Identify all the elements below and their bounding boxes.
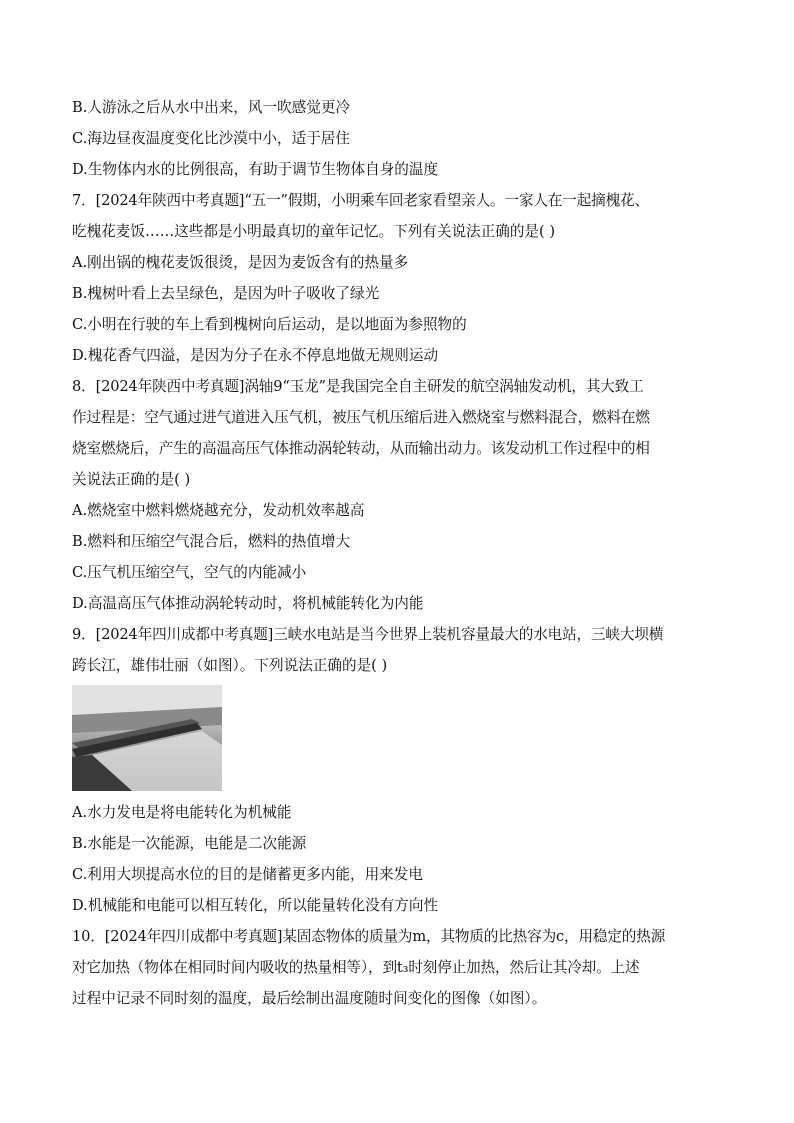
option-c: C.小明在行驶的车上看到槐树向后运动，是以地面为参照物的 — [72, 316, 467, 333]
dam-illustration — [72, 685, 222, 791]
option-b: B.燃料和压缩空气混合后，燃料的热值增大 — [72, 533, 351, 550]
text-line: B.人游泳之后从水中出来，风一吹感觉更冷 — [72, 99, 351, 116]
text-line: 对它加热（物体在相同时间内吸收的热量相等），到t₃时刻停止加热，然后让其冷却。上述 — [72, 959, 640, 976]
text-line: 跨长江，雄伟壮丽（如图）。下列说法正确的是( ) — [72, 657, 388, 674]
option-d: D.高温高压气体推动涡轮转动时，将机械能转化为内能 — [72, 595, 424, 612]
document-page — [72, 92, 722, 1014]
text-line: 关说法正确的是( ) — [72, 471, 191, 488]
option-c: C.压气机压缩空气，空气的内能减小 — [72, 564, 307, 581]
question-9-stem: 9．[2024年四川成都中考真题]三峡水电站是当今世界上装机容量最大的水电站，三峡大坝横 — [72, 626, 664, 643]
option-a: A.燃烧室中燃料燃烧越充分，发动机效率越高 — [72, 502, 365, 519]
text-line: 过程中记录不同时刻的温度，最后绘制出温度随时间变化的图像（如图）。 — [72, 990, 547, 1007]
text-line: 烧室燃烧后，产生的高温高压气体推动涡轮转动，从而输出动力。该发动机工作过程中的相 — [72, 440, 650, 457]
text-line: 吃槐花麦饭……这些都是小明最真切的童年记忆。下列有关说法正确的是( ) — [72, 223, 556, 240]
text-line: C.海边昼夜温度变化比沙漠中小，适于居住 — [72, 130, 350, 147]
text-line: D.生物体内水的比例很高，有助于调节生物体自身的温度 — [72, 161, 439, 178]
option-a: A.水力发电是将电能转化为机械能 — [72, 804, 292, 821]
option-d: D.机械能和电能可以相互转化，所以能量转化没有方向性 — [72, 897, 439, 914]
option-b: B.水能是一次能源，电能是二次能源 — [72, 835, 307, 852]
option-b: B.槐树叶看上去呈绿色，是因为叶子吸收了绿光 — [72, 285, 380, 302]
text-line: 作过程是：空气通过进气道进入压气机，被压气机压缩后进入燃烧室与燃料混合，燃料在燃 — [72, 409, 650, 426]
text-before-figure — [72, 92, 722, 681]
question-8-stem: 8．[2024年陕西中考真题]涡轴9“玉龙”是我国完全自主研发的航空涡轴发动机，其大致工 — [72, 378, 644, 395]
text-after-figure — [72, 797, 722, 1014]
option-d: D.槐花香气四溢，是因为分子在永不停息地做无规则运动 — [72, 347, 439, 364]
three-gorges-dam-photo — [72, 685, 222, 791]
option-c: C.利用大坝提高水位的目的是储蓄更多内能，用来发电 — [72, 866, 423, 883]
option-a: A.刚出锅的槐花麦饭很烫，是因为麦饭含有的热量多 — [72, 254, 409, 271]
question-7-stem: 7．[2024年陕西中考真题]“五一”假期，小明乘车回老家看望亲人。一家人在一起摘槐花、 — [72, 192, 649, 209]
question-10-stem: 10．[2024年四川成都中考真题]某固态物体的质量为m，其物质的比热容为c，用稳定的热源 — [72, 928, 666, 945]
